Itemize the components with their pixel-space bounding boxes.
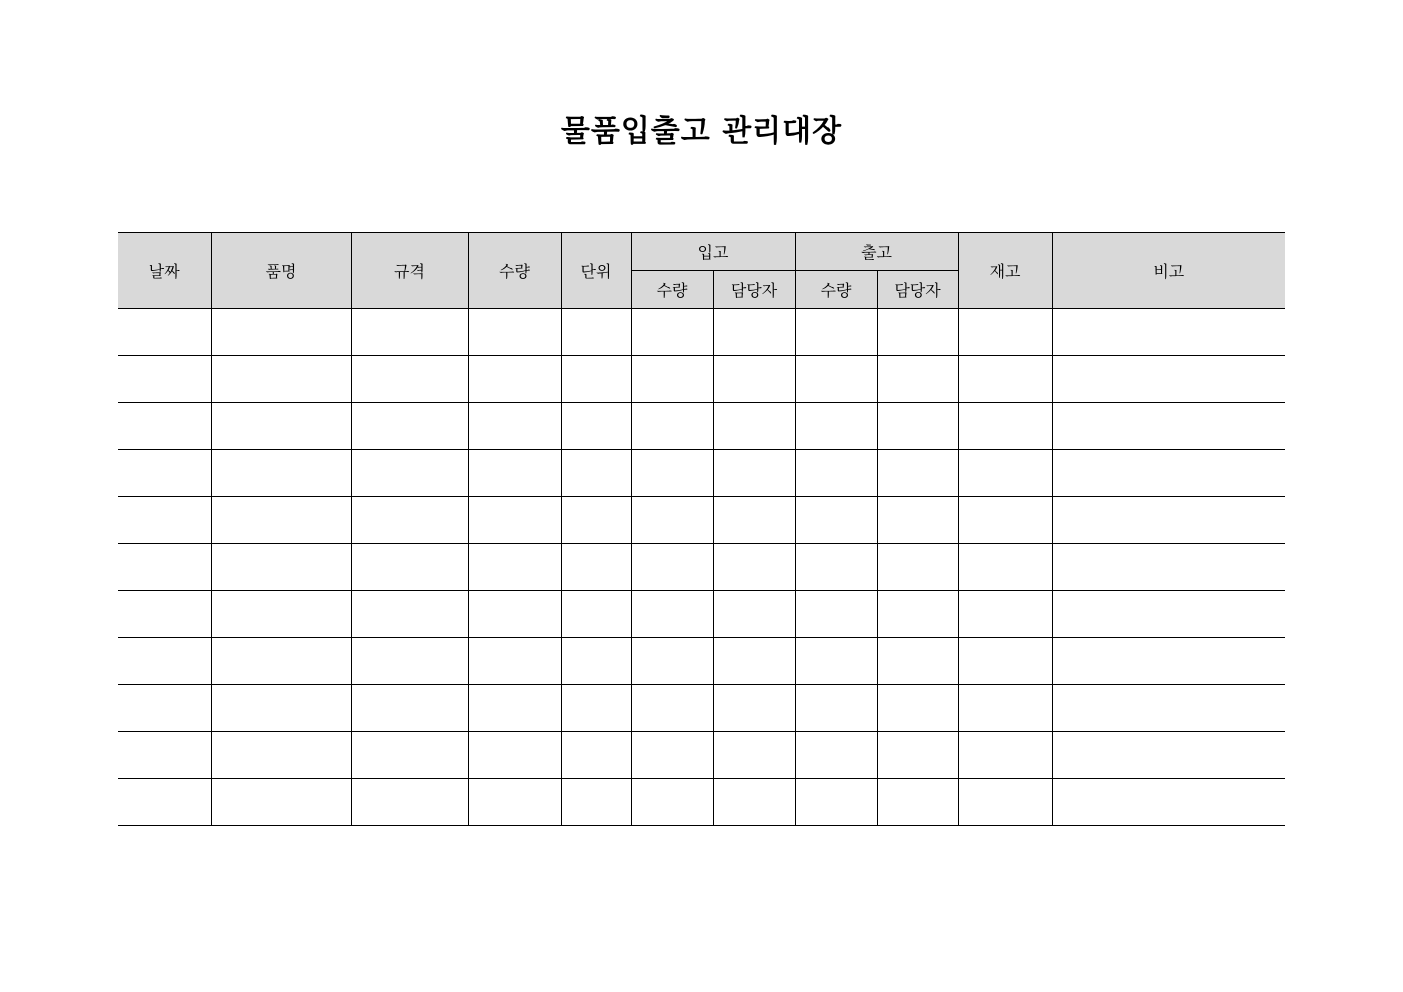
table-row bbox=[118, 591, 1285, 638]
cell-spec[interactable] bbox=[351, 450, 468, 497]
cell-date[interactable] bbox=[118, 356, 211, 403]
table-row bbox=[118, 497, 1285, 544]
header-inbound: 입고 bbox=[631, 233, 795, 271]
cell-inbound-manager[interactable] bbox=[713, 403, 795, 450]
cell-outbound-quantity[interactable] bbox=[795, 779, 877, 826]
cell-unit[interactable] bbox=[561, 779, 631, 826]
cell-outbound-manager[interactable] bbox=[877, 685, 958, 732]
ledger-body bbox=[118, 309, 1285, 826]
cell-spec[interactable] bbox=[351, 591, 468, 638]
cell-outbound-manager[interactable] bbox=[877, 638, 958, 685]
header-stock: 재고 bbox=[958, 233, 1052, 309]
cell-remarks[interactable] bbox=[1052, 403, 1285, 450]
cell-inbound-manager[interactable] bbox=[713, 309, 795, 356]
page-title: 물품입출고 관리대장 bbox=[560, 114, 843, 149]
cell-remarks[interactable] bbox=[1052, 356, 1285, 403]
cell-outbound-quantity[interactable] bbox=[795, 544, 877, 591]
cell-unit[interactable] bbox=[561, 544, 631, 591]
cell-inbound-manager[interactable] bbox=[713, 779, 795, 826]
header-inbound-quantity: 수량 bbox=[631, 271, 713, 309]
cell-inbound-quantity[interactable] bbox=[631, 497, 713, 544]
cell-outbound-quantity[interactable] bbox=[795, 732, 877, 779]
cell-spec[interactable] bbox=[351, 309, 468, 356]
cell-outbound-quantity[interactable] bbox=[795, 450, 877, 497]
cell-spec[interactable] bbox=[351, 356, 468, 403]
header-unit: 단위 bbox=[561, 233, 631, 309]
cell-date[interactable] bbox=[118, 638, 211, 685]
cell-date[interactable] bbox=[118, 497, 211, 544]
cell-item-name[interactable] bbox=[211, 638, 351, 685]
cell-item-name[interactable] bbox=[211, 685, 351, 732]
cell-inbound-quantity[interactable] bbox=[631, 685, 713, 732]
cell-item-name[interactable] bbox=[211, 450, 351, 497]
cell-remarks[interactable] bbox=[1052, 497, 1285, 544]
cell-outbound-manager[interactable] bbox=[877, 544, 958, 591]
cell-outbound-quantity[interactable] bbox=[795, 403, 877, 450]
cell-spec[interactable] bbox=[351, 544, 468, 591]
cell-outbound-quantity[interactable] bbox=[795, 309, 877, 356]
table-row bbox=[118, 403, 1285, 450]
cell-date[interactable] bbox=[118, 685, 211, 732]
cell-stock[interactable] bbox=[958, 356, 1052, 403]
cell-outbound-quantity[interactable] bbox=[795, 591, 877, 638]
cell-inbound-quantity[interactable] bbox=[631, 309, 713, 356]
cell-outbound-manager[interactable] bbox=[877, 356, 958, 403]
cell-outbound-manager[interactable] bbox=[877, 591, 958, 638]
header-spec: 규격 bbox=[351, 233, 468, 309]
cell-item-name[interactable] bbox=[211, 779, 351, 826]
cell-item-name[interactable] bbox=[211, 732, 351, 779]
cell-outbound-quantity[interactable] bbox=[795, 638, 877, 685]
cell-inbound-manager[interactable] bbox=[713, 497, 795, 544]
cell-outbound-quantity[interactable] bbox=[795, 497, 877, 544]
cell-quantity[interactable] bbox=[468, 544, 561, 591]
cell-outbound-manager[interactable] bbox=[877, 309, 958, 356]
cell-quantity[interactable] bbox=[468, 497, 561, 544]
cell-date[interactable] bbox=[118, 732, 211, 779]
cell-outbound-quantity[interactable] bbox=[795, 356, 877, 403]
cell-spec[interactable] bbox=[351, 403, 468, 450]
cell-outbound-manager[interactable] bbox=[877, 497, 958, 544]
cell-quantity[interactable] bbox=[468, 732, 561, 779]
cell-stock[interactable] bbox=[958, 450, 1052, 497]
cell-quantity[interactable] bbox=[468, 685, 561, 732]
cell-unit[interactable] bbox=[561, 309, 631, 356]
cell-quantity[interactable] bbox=[468, 403, 561, 450]
header-inbound-manager: 담당자 bbox=[713, 271, 795, 309]
cell-inbound-quantity[interactable] bbox=[631, 403, 713, 450]
cell-unit[interactable] bbox=[561, 732, 631, 779]
cell-remarks[interactable] bbox=[1052, 685, 1285, 732]
cell-item-name[interactable] bbox=[211, 544, 351, 591]
header-outbound-manager: 담당자 bbox=[877, 271, 958, 309]
cell-outbound-quantity[interactable] bbox=[795, 685, 877, 732]
cell-quantity[interactable] bbox=[468, 779, 561, 826]
cell-item-name[interactable] bbox=[211, 356, 351, 403]
cell-item-name[interactable] bbox=[211, 309, 351, 356]
cell-stock[interactable] bbox=[958, 309, 1052, 356]
cell-inbound-manager[interactable] bbox=[713, 544, 795, 591]
cell-item-name[interactable] bbox=[211, 591, 351, 638]
header-quantity: 수량 bbox=[468, 233, 561, 309]
cell-spec[interactable] bbox=[351, 638, 468, 685]
cell-remarks[interactable] bbox=[1052, 544, 1285, 591]
cell-date[interactable] bbox=[118, 403, 211, 450]
cell-outbound-manager[interactable] bbox=[877, 403, 958, 450]
cell-inbound-manager[interactable] bbox=[713, 685, 795, 732]
cell-quantity[interactable] bbox=[468, 356, 561, 403]
cell-remarks[interactable] bbox=[1052, 779, 1285, 826]
table-row bbox=[118, 732, 1285, 779]
cell-stock[interactable] bbox=[958, 732, 1052, 779]
cell-date[interactable] bbox=[118, 450, 211, 497]
cell-date[interactable] bbox=[118, 779, 211, 826]
cell-stock[interactable] bbox=[958, 497, 1052, 544]
cell-stock[interactable] bbox=[958, 685, 1052, 732]
cell-inbound-quantity[interactable] bbox=[631, 591, 713, 638]
cell-date[interactable] bbox=[118, 544, 211, 591]
cell-inbound-quantity[interactable] bbox=[631, 544, 713, 591]
table-row bbox=[118, 638, 1285, 685]
cell-unit[interactable] bbox=[561, 497, 631, 544]
cell-inbound-manager[interactable] bbox=[713, 732, 795, 779]
cell-item-name[interactable] bbox=[211, 497, 351, 544]
header-outbound-quantity: 수량 bbox=[795, 271, 877, 309]
header-date: 날짜 bbox=[118, 233, 211, 309]
cell-spec[interactable] bbox=[351, 779, 468, 826]
inventory-ledger-table bbox=[118, 232, 1285, 826]
cell-date[interactable] bbox=[118, 309, 211, 356]
header-item-name: 품명 bbox=[211, 233, 351, 309]
cell-inbound-manager[interactable] bbox=[713, 356, 795, 403]
cell-inbound-quantity[interactable] bbox=[631, 450, 713, 497]
cell-date[interactable] bbox=[118, 591, 211, 638]
cell-unit[interactable] bbox=[561, 591, 631, 638]
cell-quantity[interactable] bbox=[468, 450, 561, 497]
cell-stock[interactable] bbox=[958, 638, 1052, 685]
cell-quantity[interactable] bbox=[468, 638, 561, 685]
cell-quantity[interactable] bbox=[468, 591, 561, 638]
cell-unit[interactable] bbox=[561, 450, 631, 497]
cell-remarks[interactable] bbox=[1052, 450, 1285, 497]
cell-outbound-manager[interactable] bbox=[877, 779, 958, 826]
table-row bbox=[118, 309, 1285, 356]
header-outbound: 출고 bbox=[795, 233, 958, 271]
cell-inbound-quantity[interactable] bbox=[631, 356, 713, 403]
table-row bbox=[118, 779, 1285, 826]
table-row bbox=[118, 450, 1285, 497]
cell-stock[interactable] bbox=[958, 403, 1052, 450]
cell-remarks[interactable] bbox=[1052, 638, 1285, 685]
cell-inbound-quantity[interactable] bbox=[631, 732, 713, 779]
table-row bbox=[118, 544, 1285, 591]
cell-unit[interactable] bbox=[561, 685, 631, 732]
cell-spec[interactable] bbox=[351, 732, 468, 779]
cell-inbound-manager[interactable] bbox=[713, 591, 795, 638]
cell-inbound-quantity[interactable] bbox=[631, 638, 713, 685]
table-row bbox=[118, 356, 1285, 403]
cell-remarks[interactable] bbox=[1052, 309, 1285, 356]
cell-spec[interactable] bbox=[351, 497, 468, 544]
cell-remarks[interactable] bbox=[1052, 591, 1285, 638]
cell-quantity[interactable] bbox=[468, 309, 561, 356]
cell-remarks[interactable] bbox=[1052, 732, 1285, 779]
header-remarks: 비고 bbox=[1052, 233, 1285, 309]
cell-spec[interactable] bbox=[351, 685, 468, 732]
table-row bbox=[118, 685, 1285, 732]
cell-inbound-quantity[interactable] bbox=[631, 779, 713, 826]
cell-unit[interactable] bbox=[561, 356, 631, 403]
cell-inbound-manager[interactable] bbox=[713, 638, 795, 685]
cell-stock[interactable] bbox=[958, 544, 1052, 591]
cell-item-name[interactable] bbox=[211, 403, 351, 450]
cell-outbound-manager[interactable] bbox=[877, 732, 958, 779]
cell-inbound-manager[interactable] bbox=[713, 450, 795, 497]
cell-unit[interactable] bbox=[561, 403, 631, 450]
cell-outbound-manager[interactable] bbox=[877, 450, 958, 497]
cell-stock[interactable] bbox=[958, 591, 1052, 638]
cell-stock[interactable] bbox=[958, 779, 1052, 826]
cell-unit[interactable] bbox=[561, 638, 631, 685]
